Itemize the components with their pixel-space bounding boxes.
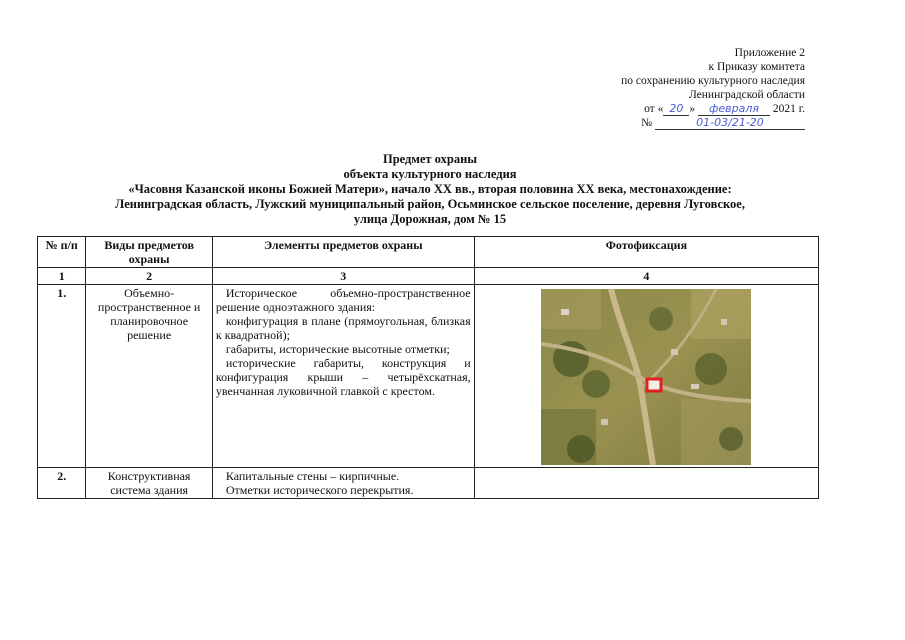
row-kind: Объемно-пространственное и планировочное решение bbox=[86, 285, 212, 468]
row-photo bbox=[474, 468, 818, 499]
number-prefix: № bbox=[641, 117, 653, 129]
table-row bbox=[38, 468, 819, 499]
row-elements bbox=[212, 468, 474, 499]
header-kind: Виды предметов охраны bbox=[86, 237, 212, 268]
title-line-5: улица Дорожная, дом № 15 bbox=[353, 212, 507, 226]
date-year: 2021 г. bbox=[772, 103, 805, 115]
table-header-row bbox=[38, 237, 819, 268]
appendix-line-1: Приложение 2 bbox=[734, 47, 805, 59]
col-number: 4 bbox=[474, 268, 818, 285]
title-line-1: Предмет охраны bbox=[382, 152, 478, 166]
appendix-line-4: Ленинградской области bbox=[688, 89, 805, 101]
row-photo bbox=[474, 285, 818, 468]
appendix-date-line bbox=[621, 102, 805, 116]
title-line-4: Ленинградская область, Лужский муниципальный район, Осьминское сельское поселение, деревня Луговское, bbox=[115, 197, 745, 211]
element-text: конфигурация в плане (прямоугольная, близкая к квадратной); bbox=[215, 314, 471, 342]
col-number: 2 bbox=[86, 268, 212, 285]
row-num: 2. bbox=[38, 468, 86, 499]
title-line-2: объекта культурного наследия bbox=[343, 167, 517, 181]
element-text: Историческое объемно-пространственное решение одноэтажного здания: bbox=[215, 286, 471, 314]
row-elements bbox=[212, 285, 474, 468]
appendix-number-line bbox=[621, 116, 805, 130]
element-text: исторические габариты, конструкция и конфигурация крыши – четырёхскатная, увенчанная луковичной главкой с крестом. bbox=[215, 356, 471, 398]
appendix-line-3: по сохранению культурного наследия bbox=[621, 75, 805, 87]
date-day: 20 bbox=[663, 103, 689, 116]
date-mid: » bbox=[689, 103, 696, 115]
element-text: Отметки исторического перекрытия. bbox=[225, 483, 414, 497]
document-title bbox=[40, 152, 820, 227]
object-location-marker bbox=[647, 379, 661, 391]
protection-table bbox=[37, 236, 819, 499]
row-kind: Конструктивная система здания bbox=[86, 468, 212, 499]
element-text: габариты, исторические высотные отметки; bbox=[225, 342, 450, 356]
row-num: 1. bbox=[38, 285, 86, 468]
column-numbers-row bbox=[38, 268, 819, 285]
appendix-header bbox=[621, 46, 805, 130]
col-number: 3 bbox=[212, 268, 474, 285]
appendix-line-2: к Приказу комитета bbox=[708, 61, 805, 73]
table-row bbox=[38, 285, 819, 468]
date-month: февраля bbox=[698, 103, 770, 116]
satellite-photo bbox=[541, 289, 751, 465]
header-elements: Элементы предметов охраны bbox=[212, 237, 474, 268]
element-text: Капитальные стены – кирпичные. bbox=[225, 469, 400, 483]
header-photo: Фотофиксация bbox=[474, 237, 818, 268]
header-num: № п/п bbox=[38, 237, 86, 268]
title-line-3: «Часовня Казанской иконы Божией Матери», начало XX вв., вторая половина XX века, местонахождение: bbox=[128, 182, 732, 196]
date-prefix: от « bbox=[644, 103, 664, 115]
number-value: 01-03/21-20 bbox=[655, 117, 805, 130]
col-number: 1 bbox=[38, 268, 86, 285]
